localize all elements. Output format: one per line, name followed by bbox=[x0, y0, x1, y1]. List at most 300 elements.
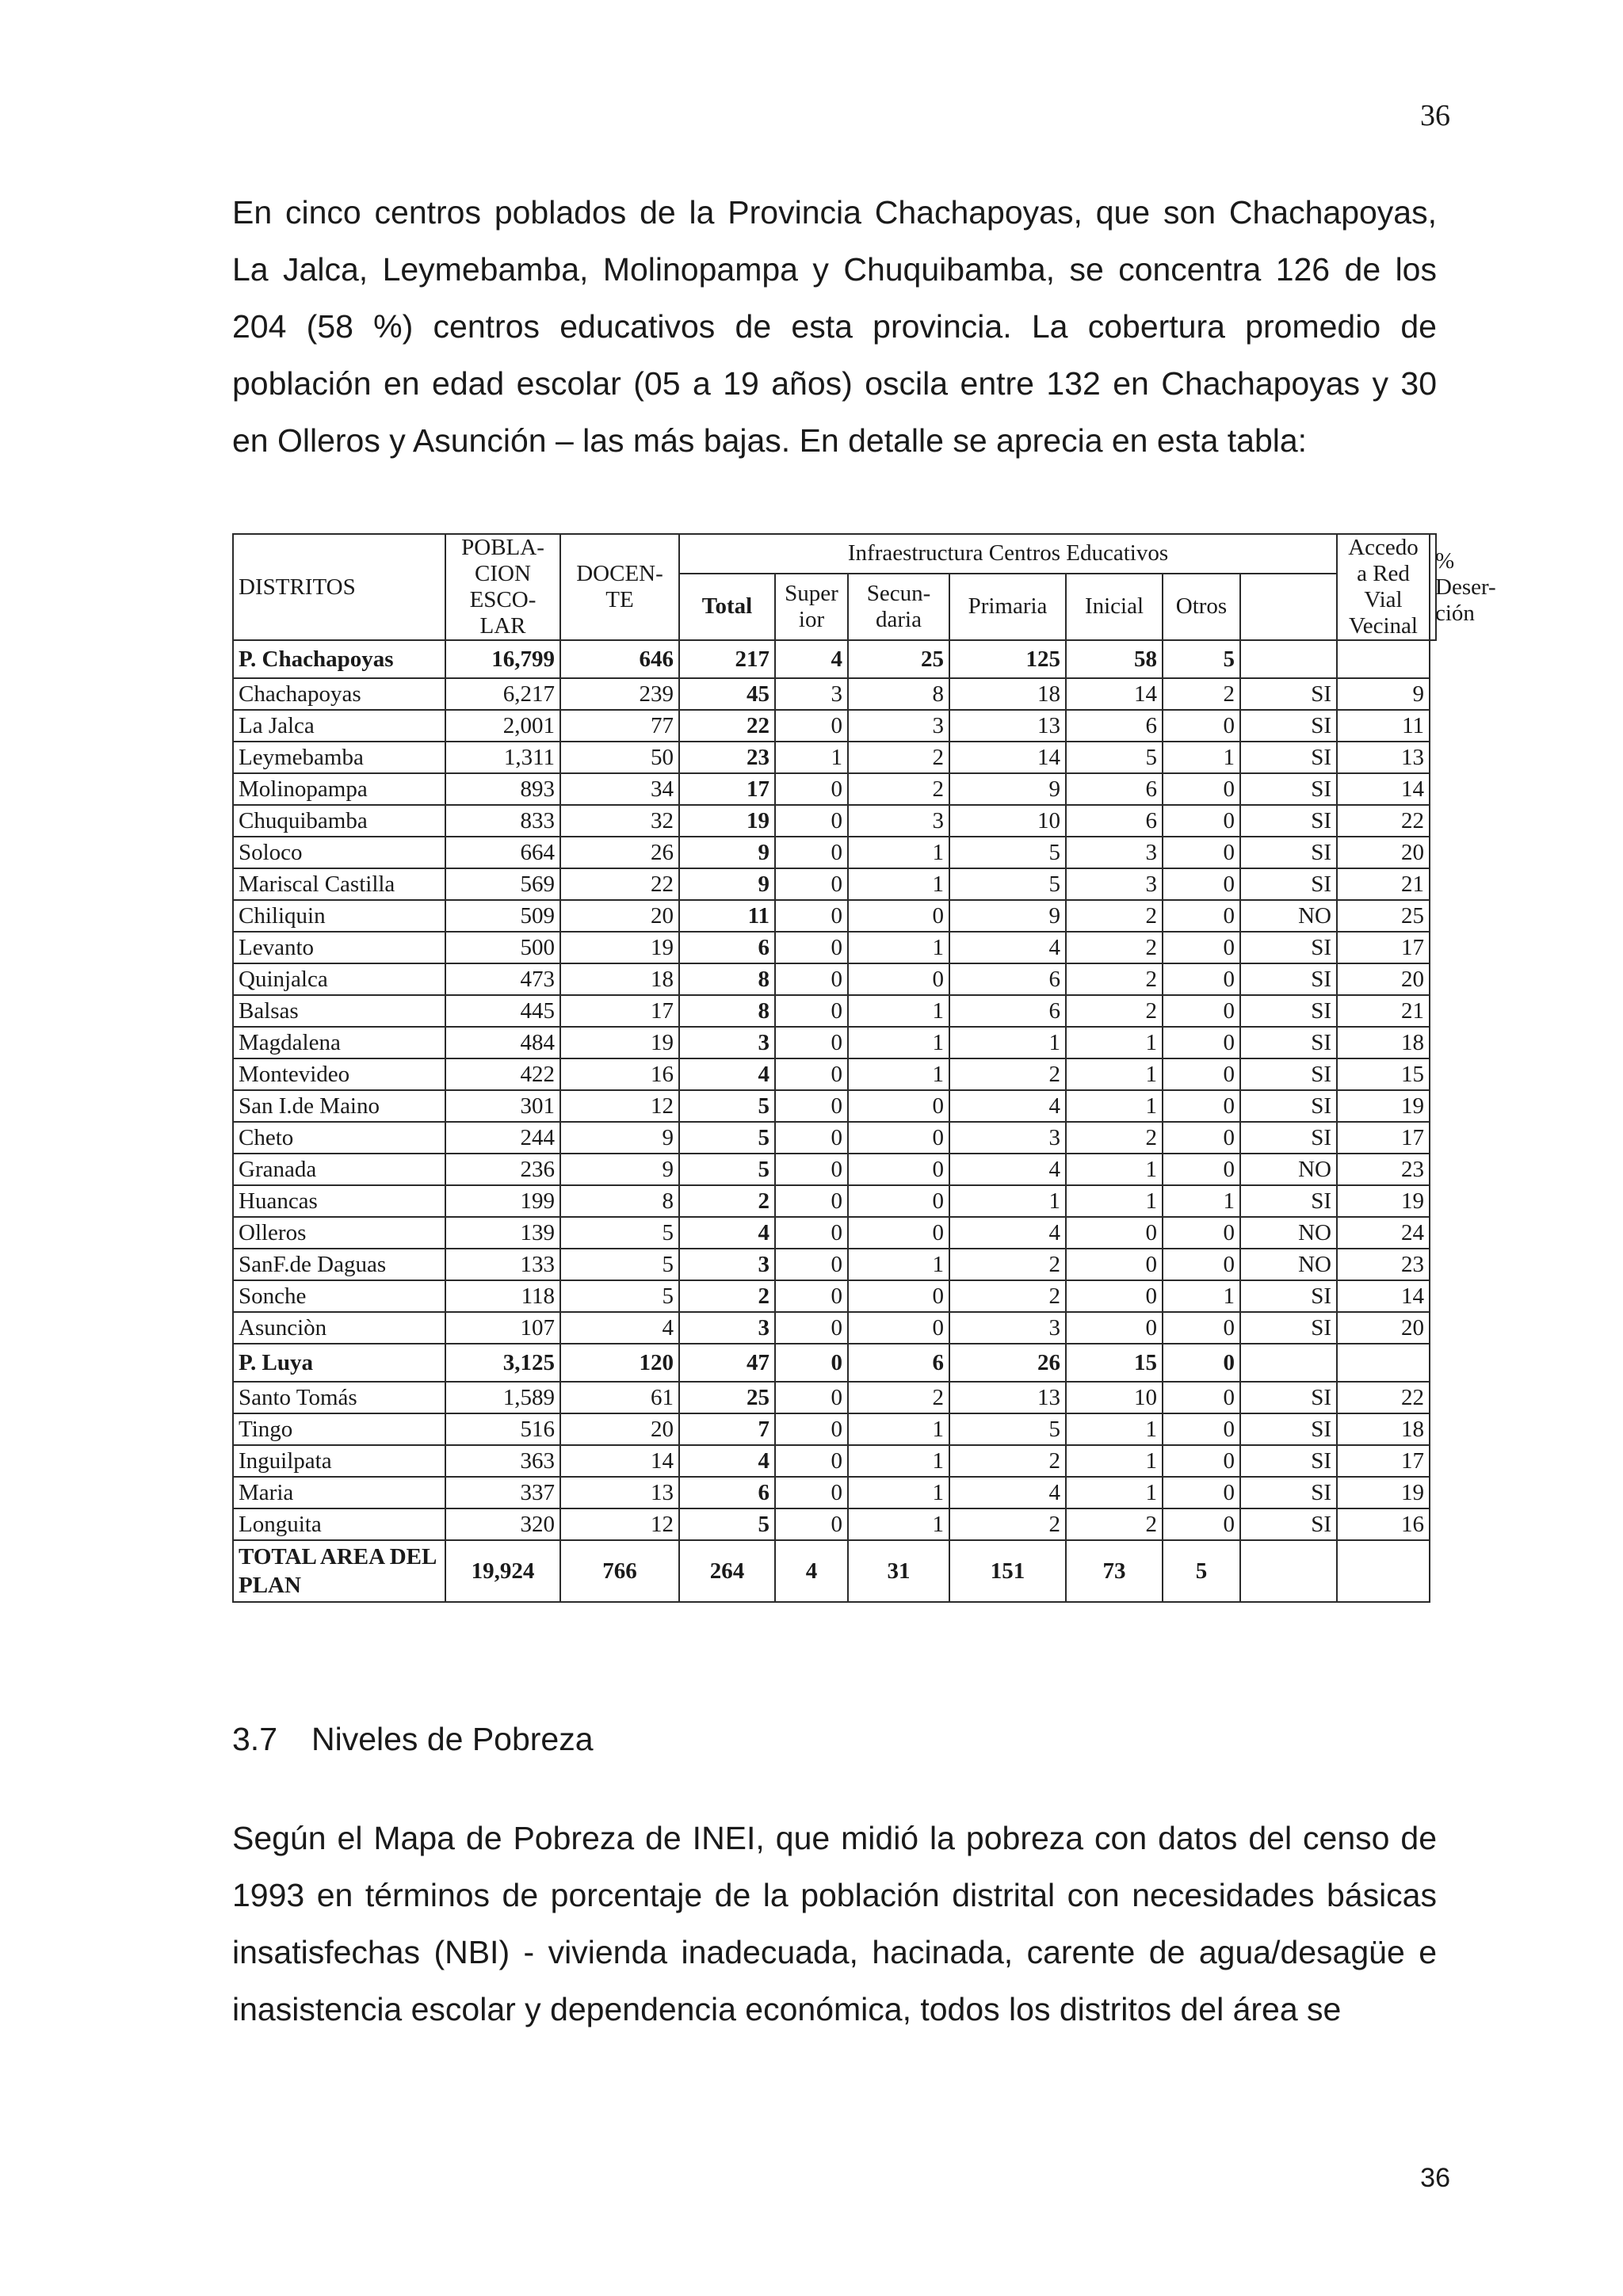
cell-des: 16 bbox=[1337, 1508, 1430, 1540]
cell-pob: 133 bbox=[445, 1249, 560, 1280]
cell-doc: 5 bbox=[560, 1217, 679, 1249]
cell-pri: 125 bbox=[949, 640, 1066, 678]
cell-otr: 0 bbox=[1163, 1090, 1240, 1122]
cell-ini: 6 bbox=[1066, 773, 1163, 805]
table-row bbox=[233, 1312, 1436, 1344]
cell-otr: 0 bbox=[1163, 837, 1240, 868]
table-row bbox=[233, 932, 1436, 963]
cell-doc: 20 bbox=[560, 900, 679, 932]
cell-acc: SI bbox=[1240, 678, 1337, 710]
cell-pri: 3 bbox=[949, 1122, 1066, 1154]
province-row bbox=[233, 1344, 1436, 1382]
cell-pob: 445 bbox=[445, 995, 560, 1027]
cell-doc: 18 bbox=[560, 963, 679, 995]
cell-total: 23 bbox=[679, 742, 775, 773]
cell-otr: 0 bbox=[1163, 1217, 1240, 1249]
section-title: Niveles de Pobreza bbox=[311, 1721, 594, 1757]
cell-pob: 1,589 bbox=[445, 1382, 560, 1413]
district-name: P. Chachapoyas bbox=[233, 640, 445, 678]
cell-des: 23 bbox=[1337, 1154, 1430, 1185]
cell-otr: 0 bbox=[1163, 1027, 1240, 1058]
cell-acc: SI bbox=[1240, 1280, 1337, 1312]
cell-total: 19 bbox=[679, 805, 775, 837]
cell-des bbox=[1337, 640, 1430, 678]
district-name: Leymebamba bbox=[233, 742, 445, 773]
district-name: Balsas bbox=[233, 995, 445, 1027]
cell-otr: 0 bbox=[1163, 805, 1240, 837]
cell-acc: NO bbox=[1240, 1249, 1337, 1280]
cell-sup: 0 bbox=[775, 837, 848, 868]
cell-doc: 20 bbox=[560, 1413, 679, 1445]
cell-sup: 0 bbox=[775, 1312, 848, 1344]
cell-des bbox=[1337, 1540, 1430, 1602]
cell-pob: 118 bbox=[445, 1280, 560, 1312]
cell-pri: 1 bbox=[949, 1027, 1066, 1058]
table-row bbox=[233, 900, 1436, 932]
education-table bbox=[232, 533, 1496, 1603]
cell-sup: 0 bbox=[775, 805, 848, 837]
cell-pri: 3 bbox=[949, 1312, 1066, 1344]
cell-pri: 9 bbox=[949, 900, 1066, 932]
cell-des: 25 bbox=[1337, 900, 1430, 932]
cell-pob: 363 bbox=[445, 1445, 560, 1477]
cell-pri: 4 bbox=[949, 1154, 1066, 1185]
district-name: La Jalca bbox=[233, 710, 445, 742]
cell-acc: SI bbox=[1240, 1122, 1337, 1154]
district-name: Inguilpata bbox=[233, 1445, 445, 1477]
cell-sup: 0 bbox=[775, 1344, 848, 1382]
cell-pob: 107 bbox=[445, 1312, 560, 1344]
cell-doc: 32 bbox=[560, 805, 679, 837]
cell-acc: NO bbox=[1240, 900, 1337, 932]
cell-sup: 3 bbox=[775, 678, 848, 710]
cell-pri: 4 bbox=[949, 932, 1066, 963]
cell-pri: 151 bbox=[949, 1540, 1066, 1602]
cell-sec: 0 bbox=[848, 963, 949, 995]
cell-sec: 1 bbox=[848, 1413, 949, 1445]
cell-doc: 77 bbox=[560, 710, 679, 742]
cell-sup: 0 bbox=[775, 1058, 848, 1090]
cell-otr: 0 bbox=[1163, 1122, 1240, 1154]
cell-total: 5 bbox=[679, 1122, 775, 1154]
district-name: Quinjalca bbox=[233, 963, 445, 995]
district-name: Magdalena bbox=[233, 1027, 445, 1058]
district-name: Cheto bbox=[233, 1122, 445, 1154]
cell-des: 11 bbox=[1337, 710, 1430, 742]
cell-ini: 0 bbox=[1066, 1312, 1163, 1344]
table-row bbox=[233, 1280, 1436, 1312]
cell-des: 9 bbox=[1337, 678, 1430, 710]
cell-pob: 3,125 bbox=[445, 1344, 560, 1382]
cell-acc: SI bbox=[1240, 1312, 1337, 1344]
cell-sup: 0 bbox=[775, 1249, 848, 1280]
header-primaria: Primaria bbox=[949, 574, 1066, 640]
cell-pri: 4 bbox=[949, 1217, 1066, 1249]
page-number-top: 36 bbox=[1420, 99, 1450, 132]
cell-ini: 2 bbox=[1066, 900, 1163, 932]
cell-ini: 3 bbox=[1066, 837, 1163, 868]
cell-ini: 15 bbox=[1066, 1344, 1163, 1382]
cell-des: 15 bbox=[1337, 1058, 1430, 1090]
cell-sec: 1 bbox=[848, 932, 949, 963]
cell-des: 17 bbox=[1337, 1445, 1430, 1477]
cell-ini: 10 bbox=[1066, 1382, 1163, 1413]
cell-doc: 16 bbox=[560, 1058, 679, 1090]
cell-pri: 10 bbox=[949, 805, 1066, 837]
cell-acc bbox=[1240, 1344, 1337, 1382]
cell-sec: 1 bbox=[848, 1508, 949, 1540]
cell-des: 22 bbox=[1337, 1382, 1430, 1413]
cell-acc: SI bbox=[1240, 1027, 1337, 1058]
cell-sec: 3 bbox=[848, 710, 949, 742]
table-row bbox=[233, 742, 1436, 773]
section-heading bbox=[232, 1721, 594, 1758]
section-number: 3.7 bbox=[232, 1721, 277, 1757]
cell-doc: 61 bbox=[560, 1382, 679, 1413]
cell-doc: 646 bbox=[560, 640, 679, 678]
cell-sup: 0 bbox=[775, 1445, 848, 1477]
district-name: SanF.de Daguas bbox=[233, 1249, 445, 1280]
header-acceso: Accedo a Red Vial Vecinal bbox=[1337, 534, 1430, 640]
district-name: Mariscal Castilla bbox=[233, 868, 445, 900]
cell-sup: 0 bbox=[775, 1090, 848, 1122]
cell-pri: 5 bbox=[949, 868, 1066, 900]
cell-pob: 337 bbox=[445, 1477, 560, 1508]
cell-acc: SI bbox=[1240, 1445, 1337, 1477]
cell-otr: 0 bbox=[1163, 1382, 1240, 1413]
cell-sec: 1 bbox=[848, 837, 949, 868]
cell-acc: SI bbox=[1240, 1508, 1337, 1540]
cell-sec: 31 bbox=[848, 1540, 949, 1602]
table-row bbox=[233, 773, 1436, 805]
cell-sec: 0 bbox=[848, 1122, 949, 1154]
cell-des: 13 bbox=[1337, 742, 1430, 773]
table-row bbox=[233, 995, 1436, 1027]
table-row bbox=[233, 1249, 1436, 1280]
cell-total: 4 bbox=[679, 1058, 775, 1090]
cell-sec: 25 bbox=[848, 640, 949, 678]
cell-des: 22 bbox=[1337, 805, 1430, 837]
cell-acc: SI bbox=[1240, 837, 1337, 868]
cell-doc: 14 bbox=[560, 1445, 679, 1477]
cell-total: 2 bbox=[679, 1185, 775, 1217]
cell-des: 14 bbox=[1337, 1280, 1430, 1312]
cell-des: 19 bbox=[1337, 1185, 1430, 1217]
district-name: Olleros bbox=[233, 1217, 445, 1249]
cell-total: 3 bbox=[679, 1027, 775, 1058]
cell-pri: 2 bbox=[949, 1445, 1066, 1477]
cell-ini: 0 bbox=[1066, 1217, 1163, 1249]
cell-doc: 9 bbox=[560, 1122, 679, 1154]
cell-acc: SI bbox=[1240, 932, 1337, 963]
cell-pob: 484 bbox=[445, 1027, 560, 1058]
cell-sup: 0 bbox=[775, 1185, 848, 1217]
cell-pob: 569 bbox=[445, 868, 560, 900]
header-inicial: Inicial bbox=[1066, 574, 1163, 640]
cell-otr: 0 bbox=[1163, 1445, 1240, 1477]
cell-sup: 0 bbox=[775, 1477, 848, 1508]
cell-pri: 4 bbox=[949, 1090, 1066, 1122]
cell-acc: SI bbox=[1240, 963, 1337, 995]
district-name: Huancas bbox=[233, 1185, 445, 1217]
cell-sec: 1 bbox=[848, 1058, 949, 1090]
cell-pri: 2 bbox=[949, 1508, 1066, 1540]
cell-ini: 2 bbox=[1066, 1508, 1163, 1540]
district-name: Montevideo bbox=[233, 1058, 445, 1090]
cell-acc: SI bbox=[1240, 773, 1337, 805]
cell-ini: 1 bbox=[1066, 1477, 1163, 1508]
cell-des: 17 bbox=[1337, 932, 1430, 963]
cell-total: 5 bbox=[679, 1154, 775, 1185]
cell-sec: 0 bbox=[848, 900, 949, 932]
cell-ini: 14 bbox=[1066, 678, 1163, 710]
table-row bbox=[233, 1508, 1436, 1540]
cell-acc bbox=[1240, 640, 1337, 678]
cell-total: 9 bbox=[679, 837, 775, 868]
cell-pri: 6 bbox=[949, 963, 1066, 995]
cell-total: 8 bbox=[679, 995, 775, 1027]
cell-acc: NO bbox=[1240, 1154, 1337, 1185]
cell-doc: 239 bbox=[560, 678, 679, 710]
cell-ini: 2 bbox=[1066, 932, 1163, 963]
cell-pob: 1,311 bbox=[445, 742, 560, 773]
cell-doc: 766 bbox=[560, 1540, 679, 1602]
cell-sec: 1 bbox=[848, 1445, 949, 1477]
page-number-bottom: 36 bbox=[1420, 2163, 1450, 2193]
table-row bbox=[233, 805, 1436, 837]
cell-des bbox=[1337, 1344, 1430, 1382]
cell-sup: 0 bbox=[775, 963, 848, 995]
district-name: Granada bbox=[233, 1154, 445, 1185]
cell-ini: 6 bbox=[1066, 805, 1163, 837]
cell-pob: 893 bbox=[445, 773, 560, 805]
cell-total: 7 bbox=[679, 1413, 775, 1445]
cell-doc: 120 bbox=[560, 1344, 679, 1382]
cell-pri: 2 bbox=[949, 1280, 1066, 1312]
cell-pri: 14 bbox=[949, 742, 1066, 773]
cell-pob: 516 bbox=[445, 1413, 560, 1445]
header-infraestructura: Infraestructura Centros Educativos bbox=[679, 534, 1337, 574]
district-name: Sonche bbox=[233, 1280, 445, 1312]
cell-pri: 1 bbox=[949, 1185, 1066, 1217]
cell-doc: 5 bbox=[560, 1280, 679, 1312]
cell-pob: 139 bbox=[445, 1217, 560, 1249]
cell-acc: NO bbox=[1240, 1217, 1337, 1249]
cell-acc: SI bbox=[1240, 1477, 1337, 1508]
table-row bbox=[233, 1382, 1436, 1413]
cell-total: 45 bbox=[679, 678, 775, 710]
cell-sec: 8 bbox=[848, 678, 949, 710]
cell-doc: 19 bbox=[560, 932, 679, 963]
table-row bbox=[233, 1027, 1436, 1058]
cell-otr: 0 bbox=[1163, 1154, 1240, 1185]
cell-otr: 5 bbox=[1163, 1540, 1240, 1602]
cell-otr: 0 bbox=[1163, 1058, 1240, 1090]
cell-des: 21 bbox=[1337, 868, 1430, 900]
cell-des: 20 bbox=[1337, 1312, 1430, 1344]
cell-ini: 0 bbox=[1066, 1249, 1163, 1280]
cell-acc: SI bbox=[1240, 1058, 1337, 1090]
district-name: Tingo bbox=[233, 1413, 445, 1445]
cell-sup: 0 bbox=[775, 995, 848, 1027]
cell-des: 19 bbox=[1337, 1090, 1430, 1122]
cell-des: 17 bbox=[1337, 1122, 1430, 1154]
header-otros: Otros bbox=[1163, 574, 1240, 640]
cell-des: 19 bbox=[1337, 1477, 1430, 1508]
cell-sec: 3 bbox=[848, 805, 949, 837]
cell-total: 2 bbox=[679, 1280, 775, 1312]
table-row bbox=[233, 1154, 1436, 1185]
header-secundaria: Secun- daria bbox=[848, 574, 949, 640]
cell-des: 14 bbox=[1337, 773, 1430, 805]
poverty-paragraph: Según el Mapa de Pobreza de INEI, que midió la pobreza con datos del censo de 1993 en términos de porcentaje de la población distrital con necesidades básicas insatisfechas (NBI) - vivienda inadecuada, hacinada, carente de agua/desagüe e inasistencia escolar y dependencia económica, todos los distritos del área se bbox=[232, 1820, 1437, 2027]
cell-pob: 509 bbox=[445, 900, 560, 932]
cell-ini: 1 bbox=[1066, 1027, 1163, 1058]
cell-otr: 0 bbox=[1163, 995, 1240, 1027]
cell-pri: 18 bbox=[949, 678, 1066, 710]
cell-ini: 1 bbox=[1066, 1185, 1163, 1217]
cell-ini: 0 bbox=[1066, 1280, 1163, 1312]
cell-total: 4 bbox=[679, 1445, 775, 1477]
district-name: Santo Tomás bbox=[233, 1382, 445, 1413]
cell-sec: 2 bbox=[848, 773, 949, 805]
cell-sup: 0 bbox=[775, 1508, 848, 1540]
cell-otr: 0 bbox=[1163, 900, 1240, 932]
cell-pob: 422 bbox=[445, 1058, 560, 1090]
cell-pri: 4 bbox=[949, 1477, 1066, 1508]
cell-ini: 58 bbox=[1066, 640, 1163, 678]
cell-ini: 2 bbox=[1066, 1122, 1163, 1154]
cell-sup: 4 bbox=[775, 1540, 848, 1602]
cell-doc: 26 bbox=[560, 837, 679, 868]
cell-sup: 0 bbox=[775, 1027, 848, 1058]
district-name: Chuquibamba bbox=[233, 805, 445, 837]
cell-doc: 50 bbox=[560, 742, 679, 773]
cell-total: 47 bbox=[679, 1344, 775, 1382]
cell-otr: 5 bbox=[1163, 640, 1240, 678]
cell-total: 217 bbox=[679, 640, 775, 678]
cell-sup: 1 bbox=[775, 742, 848, 773]
cell-pri: 2 bbox=[949, 1249, 1066, 1280]
table-row bbox=[233, 1122, 1436, 1154]
cell-sup: 0 bbox=[775, 1413, 848, 1445]
cell-pri: 6 bbox=[949, 995, 1066, 1027]
cell-otr: 1 bbox=[1163, 742, 1240, 773]
cell-doc: 19 bbox=[560, 1027, 679, 1058]
cell-otr: 0 bbox=[1163, 710, 1240, 742]
header-poblacion: POBLA-CION ESCO-LAR bbox=[445, 534, 560, 640]
cell-sup: 0 bbox=[775, 868, 848, 900]
table-row bbox=[233, 1217, 1436, 1249]
cell-pob: 320 bbox=[445, 1508, 560, 1540]
total-row bbox=[233, 1540, 1436, 1602]
cell-pri: 26 bbox=[949, 1344, 1066, 1382]
cell-ini: 1 bbox=[1066, 1154, 1163, 1185]
cell-total: 6 bbox=[679, 932, 775, 963]
cell-des: 21 bbox=[1337, 995, 1430, 1027]
district-name: P. Luya bbox=[233, 1344, 445, 1382]
cell-acc: SI bbox=[1240, 742, 1337, 773]
cell-sec: 1 bbox=[848, 1249, 949, 1280]
district-name: Soloco bbox=[233, 837, 445, 868]
cell-ini: 1 bbox=[1066, 1445, 1163, 1477]
table-row bbox=[233, 1413, 1436, 1445]
cell-ini: 3 bbox=[1066, 868, 1163, 900]
cell-ini: 6 bbox=[1066, 710, 1163, 742]
header-docente: DOCEN-TE bbox=[560, 534, 679, 640]
cell-ini: 73 bbox=[1066, 1540, 1163, 1602]
table-row bbox=[233, 963, 1436, 995]
table-row bbox=[233, 1090, 1436, 1122]
district-name: TOTAL AREA DEL PLAN bbox=[233, 1540, 445, 1602]
cell-sec: 0 bbox=[848, 1185, 949, 1217]
cell-pob: 473 bbox=[445, 963, 560, 995]
header-superior: Super ior bbox=[775, 574, 848, 640]
cell-pri: 5 bbox=[949, 837, 1066, 868]
cell-acc: SI bbox=[1240, 995, 1337, 1027]
table-row bbox=[233, 1185, 1436, 1217]
cell-sup: 0 bbox=[775, 1382, 848, 1413]
cell-pob: 244 bbox=[445, 1122, 560, 1154]
cell-total: 5 bbox=[679, 1090, 775, 1122]
cell-otr: 0 bbox=[1163, 1344, 1240, 1382]
table-row bbox=[233, 678, 1436, 710]
cell-des: 24 bbox=[1337, 1217, 1430, 1249]
cell-doc: 12 bbox=[560, 1508, 679, 1540]
cell-ini: 5 bbox=[1066, 742, 1163, 773]
header-desercion: % Deser-ción bbox=[1430, 534, 1436, 640]
cell-sup: 0 bbox=[775, 932, 848, 963]
table-row bbox=[233, 1477, 1436, 1508]
cell-ini: 1 bbox=[1066, 1413, 1163, 1445]
cell-doc: 13 bbox=[560, 1477, 679, 1508]
cell-acc: SI bbox=[1240, 1090, 1337, 1122]
cell-des: 18 bbox=[1337, 1027, 1430, 1058]
cell-sec: 0 bbox=[848, 1090, 949, 1122]
cell-pri: 5 bbox=[949, 1413, 1066, 1445]
cell-sup: 0 bbox=[775, 900, 848, 932]
cell-sup: 0 bbox=[775, 1280, 848, 1312]
cell-otr: 0 bbox=[1163, 963, 1240, 995]
cell-des: 20 bbox=[1337, 837, 1430, 868]
cell-otr: 1 bbox=[1163, 1280, 1240, 1312]
cell-total: 25 bbox=[679, 1382, 775, 1413]
cell-ini: 1 bbox=[1066, 1058, 1163, 1090]
header-total: Total bbox=[679, 574, 775, 640]
cell-sup: 0 bbox=[775, 1122, 848, 1154]
cell-sec: 1 bbox=[848, 1027, 949, 1058]
cell-acc bbox=[1240, 1540, 1337, 1602]
cell-pob: 6,217 bbox=[445, 678, 560, 710]
cell-sec: 1 bbox=[848, 868, 949, 900]
cell-sec: 1 bbox=[848, 1477, 949, 1508]
cell-otr: 2 bbox=[1163, 678, 1240, 710]
intro-paragraph: En cinco centros poblados de la Provincia Chachapoyas, que son Chachapoyas, La Jalca, Leymebamba, Molinopampa y Chuquibamba, se concentra 126 de los 204 (58 %) centros educativos de esta provincia. La cobertura promedio de población en edad escolar (05 a 19 años) oscila entre 132 en Chachapoyas y 30 en Olleros y Asunción – las más bajas. En detalle se aprecia en esta tabla: bbox=[232, 194, 1437, 459]
cell-total: 3 bbox=[679, 1312, 775, 1344]
cell-sec: 0 bbox=[848, 1312, 949, 1344]
cell-otr: 0 bbox=[1163, 932, 1240, 963]
cell-total: 8 bbox=[679, 963, 775, 995]
cell-total: 11 bbox=[679, 900, 775, 932]
cell-ini: 2 bbox=[1066, 995, 1163, 1027]
district-name: San I.de Maino bbox=[233, 1090, 445, 1122]
cell-pob: 2,001 bbox=[445, 710, 560, 742]
cell-acc: SI bbox=[1240, 868, 1337, 900]
cell-pri: 9 bbox=[949, 773, 1066, 805]
table-row bbox=[233, 1445, 1436, 1477]
cell-doc: 34 bbox=[560, 773, 679, 805]
cell-total: 9 bbox=[679, 868, 775, 900]
